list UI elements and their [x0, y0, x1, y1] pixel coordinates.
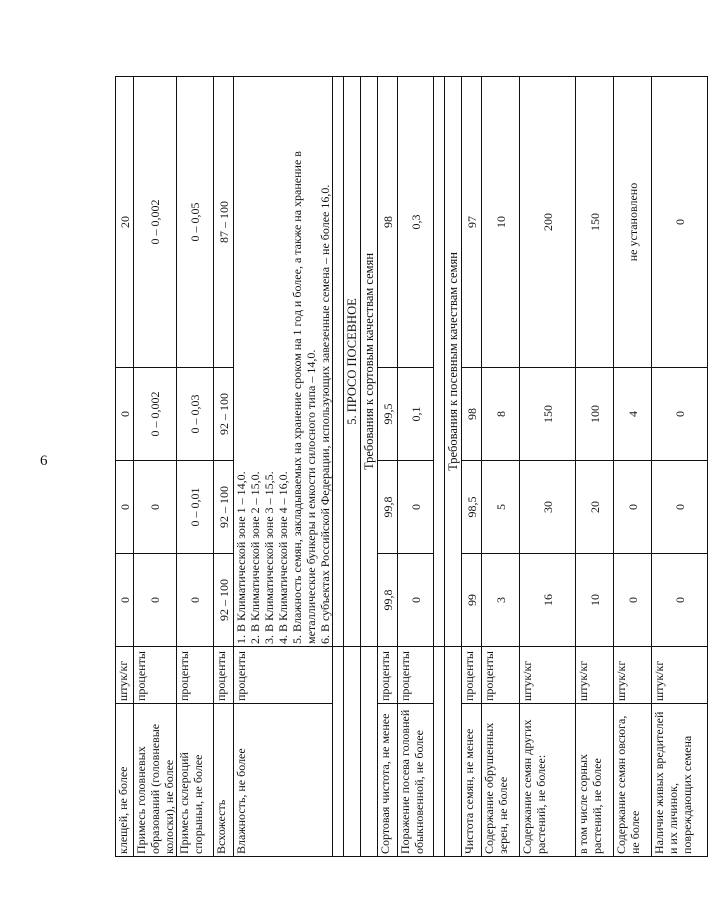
table-row	[398, 77, 434, 857]
value-cell: 0	[614, 554, 652, 647]
indicator-name: в том числе сорных растений, не более	[576, 704, 614, 857]
subsection-title: Требования к посевным качествам семян	[445, 77, 462, 647]
unit-cell: проценты	[398, 647, 434, 704]
subsection-title: Требования к сортовым качествам семян	[361, 77, 378, 647]
value-cell: 10	[576, 554, 614, 647]
indicator-name: Содержание обрушенных зерен, не более	[482, 704, 520, 857]
value-cell: 0	[116, 554, 134, 647]
value-cell: не установлено	[614, 77, 652, 368]
unit-cell: штук/кг	[520, 647, 576, 704]
indicator-name: Всхожесть	[214, 704, 234, 857]
moisture-norm-line: 2. В Климатической зоне 2 – 15,0.	[248, 471, 262, 644]
value-cell: 20	[116, 77, 134, 368]
value-cell: 99,8	[378, 554, 398, 647]
value-cell: 0	[177, 554, 214, 647]
value-cell: 0 – 0,03	[177, 368, 214, 461]
value-cell: 98	[462, 368, 482, 461]
moisture-norm-line: 3. В Климатической зоне 3 – 15,5.	[262, 471, 276, 644]
indicator-name: Чистота семян, не менее	[462, 704, 482, 857]
table-row-moisture	[234, 77, 333, 857]
value-cell: 0 – 0,05	[177, 77, 214, 368]
seed-requirements-table	[115, 76, 708, 857]
value-cell: 0	[134, 554, 177, 647]
table-row	[214, 77, 234, 857]
section-title: 5. ПРОСО ПОСЕВНОЕ	[344, 77, 361, 647]
spacer-cell	[361, 647, 378, 857]
indicator-name: Содержание семян овсюга, не более	[614, 704, 652, 857]
moisture-norm-line: 4. В Климатической зоне 4 – 16,0.	[276, 471, 290, 644]
table-body	[116, 77, 708, 857]
value-cell: 3	[482, 554, 520, 647]
unit-cell: проценты	[482, 647, 520, 704]
spacer-cell	[445, 647, 462, 857]
value-cell: 0	[116, 368, 134, 461]
unit-cell: штук/кг	[614, 647, 652, 704]
value-cell: 92 – 100	[214, 554, 234, 647]
value-cell: 10	[482, 77, 520, 368]
table-row	[462, 77, 482, 857]
value-cell: 98	[378, 77, 398, 368]
spacer-row	[333, 77, 344, 857]
value-cell: 0 – 0,01	[177, 461, 214, 554]
value-cell: 99,8	[378, 461, 398, 554]
unit-cell: штук/кг	[652, 647, 708, 704]
subsection-title-row	[361, 77, 378, 857]
value-cell: 97	[462, 77, 482, 368]
unit-cell: проценты	[177, 647, 214, 704]
indicator-name: Влажность, не более	[234, 704, 333, 857]
value-cell: 98,5	[462, 461, 482, 554]
table-row	[614, 77, 652, 857]
table-row	[520, 77, 576, 857]
value-cell: 0	[652, 368, 708, 461]
value-cell: 99,5	[378, 368, 398, 461]
value-cell: 0	[398, 461, 434, 554]
moisture-norm-line: 6. В субъектах Российской Федерации, использующих завезенные семена – не более 16,0.	[318, 184, 332, 644]
value-cell: 16	[520, 554, 576, 647]
unit-cell: штук/кг	[576, 647, 614, 704]
indicator-name: клещей, не более	[116, 704, 134, 857]
value-cell: 0,1	[398, 368, 434, 461]
table-row	[482, 77, 520, 857]
spacer-cell	[344, 647, 361, 857]
indicator-name: Поражение посева головней обыкновенной, не более	[398, 704, 434, 857]
spacer-cell	[333, 647, 344, 857]
value-cell: 0 – 0,002	[134, 77, 177, 368]
unit-cell: проценты	[214, 647, 234, 704]
value-cell: 87 – 100	[214, 77, 234, 368]
value-cell: 0	[652, 461, 708, 554]
moisture-norm-line: 5. Влажность семян, закладываемых на хранение сроком на 1 год и более, а также на хранение в металлические бункеры и емкости силосного типа – 14,0.	[290, 151, 318, 644]
spacer-cell	[434, 77, 445, 647]
indicator-name: Сортовая чистота, не менее	[378, 704, 398, 857]
table-row	[134, 77, 177, 857]
value-cell: 8	[482, 368, 520, 461]
spacer-row	[434, 77, 445, 857]
value-cell: 0	[116, 461, 134, 554]
unit-cell: проценты	[378, 647, 398, 704]
page-number: 6	[40, 453, 48, 469]
value-cell: 0	[652, 77, 708, 368]
value-cell: 92 – 100	[214, 461, 234, 554]
table-row	[576, 77, 614, 857]
indicator-name: Примесь головневых образований (головневые колоски), не более	[134, 704, 177, 857]
indicator-name: Наличие живых вредителей и их личинок, повреждающих семена	[652, 704, 708, 857]
value-cell: 0	[398, 554, 434, 647]
rotated-page-content	[115, 77, 694, 857]
moisture-norm-line: 1. В Климатической зоне 1 – 14,0.	[234, 471, 248, 644]
value-cell: 4	[614, 368, 652, 461]
value-cell: 0,3	[398, 77, 434, 368]
value-cell: 150	[576, 77, 614, 368]
unit-cell: проценты	[234, 647, 333, 704]
subsection-title-row	[445, 77, 462, 857]
value-cell: 0	[134, 461, 177, 554]
value-cell: 0 – 0,002	[134, 368, 177, 461]
table-row	[116, 77, 134, 857]
section-title-row	[344, 77, 361, 857]
value-cell: 99	[462, 554, 482, 647]
value-cell: 0	[614, 461, 652, 554]
unit-cell: штук/кг	[116, 647, 134, 704]
value-cell: 92 – 100	[214, 368, 234, 461]
value-cell: 100	[576, 368, 614, 461]
table-row	[652, 77, 708, 857]
unit-cell: проценты	[462, 647, 482, 704]
indicator-name: Примесь склероций спорыньи, не более	[177, 704, 214, 857]
table-row	[177, 77, 214, 857]
table-row	[378, 77, 398, 857]
spacer-cell	[333, 77, 344, 647]
value-cell: 200	[520, 77, 576, 368]
value-cell: 0	[652, 554, 708, 647]
spacer-cell	[434, 647, 445, 857]
unit-cell: проценты	[134, 647, 177, 704]
value-cell: 30	[520, 461, 576, 554]
value-cell: 150	[520, 368, 576, 461]
value-cell: 5	[482, 461, 520, 554]
moisture-norms	[234, 77, 333, 647]
value-cell: 20	[576, 461, 614, 554]
indicator-name: Содержание семян других растений, не более:	[520, 704, 576, 857]
